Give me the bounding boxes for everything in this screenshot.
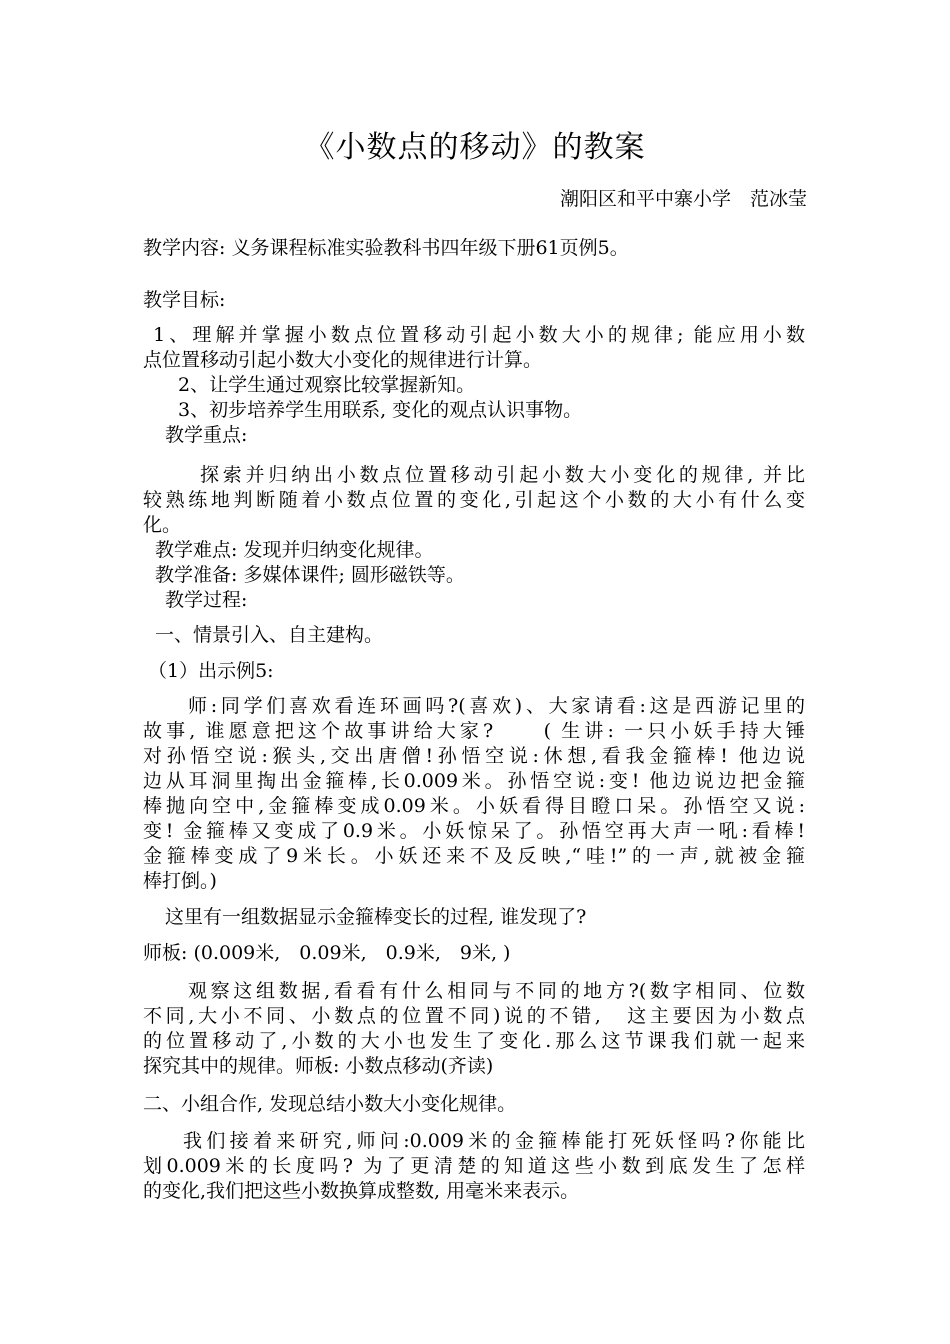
observe-line: 探究其中的规律。师板: 小数点移动(齐读) xyxy=(143,1055,494,1077)
story-line: 金箍棒变成了9米长。小妖还来不及反映,“哇!”的一声,就被金箍 xyxy=(143,845,805,867)
observe-line: 观察这组数据,看看有什么相同与不同的地方?(数字相同、位数 xyxy=(188,980,805,1002)
research-line: 的变化,我们把这些小数换算成整数, 用毫米来表示。 xyxy=(143,1180,580,1202)
story-line: 对孙悟空说:猴头,交出唐僧!孙悟空说:休想,看我金箍棒! 他边说 xyxy=(143,745,805,767)
section-1-heading: 一、情景引入、自主建构。 xyxy=(155,624,384,646)
observe-line: 的位置移动了,小数的大小也发生了变化.那么这节课我们就一起来 xyxy=(143,1030,805,1052)
example-label: （1）出示例5: xyxy=(148,660,274,682)
story-line: 变! 金箍棒又变成了0.9米。小妖惊呆了。孙悟空再大声一吼:看棒! xyxy=(143,820,805,842)
key-heading: 教学重点: xyxy=(165,424,248,446)
process-heading: 教学过程: xyxy=(165,589,248,611)
document-title: 《小数点的移动》的教案 xyxy=(304,130,646,165)
goals-heading: 教学目标: xyxy=(143,289,226,311)
teaching-content: 教学内容: 义务课程标准实验教科书四年级下册61页例5。 xyxy=(143,237,629,259)
story-line: 故事, 谁愿意把这个故事讲给大家? ( 生讲: 一只小妖手持大锤 xyxy=(143,720,805,742)
section-2-heading: 二、小组合作, 发现总结小数大小变化规律。 xyxy=(143,1093,517,1115)
key-line-2: 较熟练地判断随着小数点位置的变化,引起这个小数的大小有什么变 xyxy=(143,489,805,511)
story-line: 棒抛向空中,金箍棒变成0.09米。小妖看得目瞪口呆。孙悟空又说: xyxy=(143,795,805,817)
author-line: 潮阳区和平中寨小学 范冰莹 xyxy=(559,188,807,210)
goal-1-line-1: 1、理解并掌握小数点位置移动引起小数大小的规律; 能应用小数 xyxy=(143,324,805,346)
observe-line: 不同,大小不同、小数点的位置不同)说的不错, 这主要因为小数点 xyxy=(143,1005,805,1027)
goal-3: 3、初步培养学生用联系, 变化的观点认识事物。 xyxy=(178,399,583,421)
story-line: 边从耳洞里掏出金箍棒,长0.009米。孙悟空说:变! 他边说边把金箍 xyxy=(143,770,805,792)
research-line: 我们接着来研究,师问:0.009米的金箍棒能打死妖怪吗?你能比 xyxy=(183,1130,805,1152)
goal-2: 2、让学生通过观察比较掌握新知。 xyxy=(178,374,476,396)
key-line-3: 化。 xyxy=(143,514,182,536)
difficulty: 教学难点: 发现并归纳变化规律。 xyxy=(155,539,434,561)
story-line: 棒打倒。) xyxy=(143,870,217,892)
question-line: 这里有一组数据显示金箍棒变长的过程, 谁发现了? xyxy=(165,906,587,928)
goal-1-line-2: 点位置移动引起小数大小变化的规律进行计算。 xyxy=(143,349,543,371)
key-line-1: 探索并归纳出小数点位置移动引起小数大小变化的规律, 并比 xyxy=(200,464,805,486)
research-line: 划0.009米的长度吗? 为了更清楚的知道这些小数到底发生了怎样 xyxy=(143,1155,805,1177)
preparation: 教学准备: 多媒体课件; 圆形磁铁等。 xyxy=(155,564,465,586)
story-line: 师:同学们喜欢看连环画吗?(喜欢)、大家请看:这是西游记里的 xyxy=(188,695,805,717)
board-line: 师板: (0.009米, 0.09米, 0.9米, 9米, ) xyxy=(143,942,511,964)
